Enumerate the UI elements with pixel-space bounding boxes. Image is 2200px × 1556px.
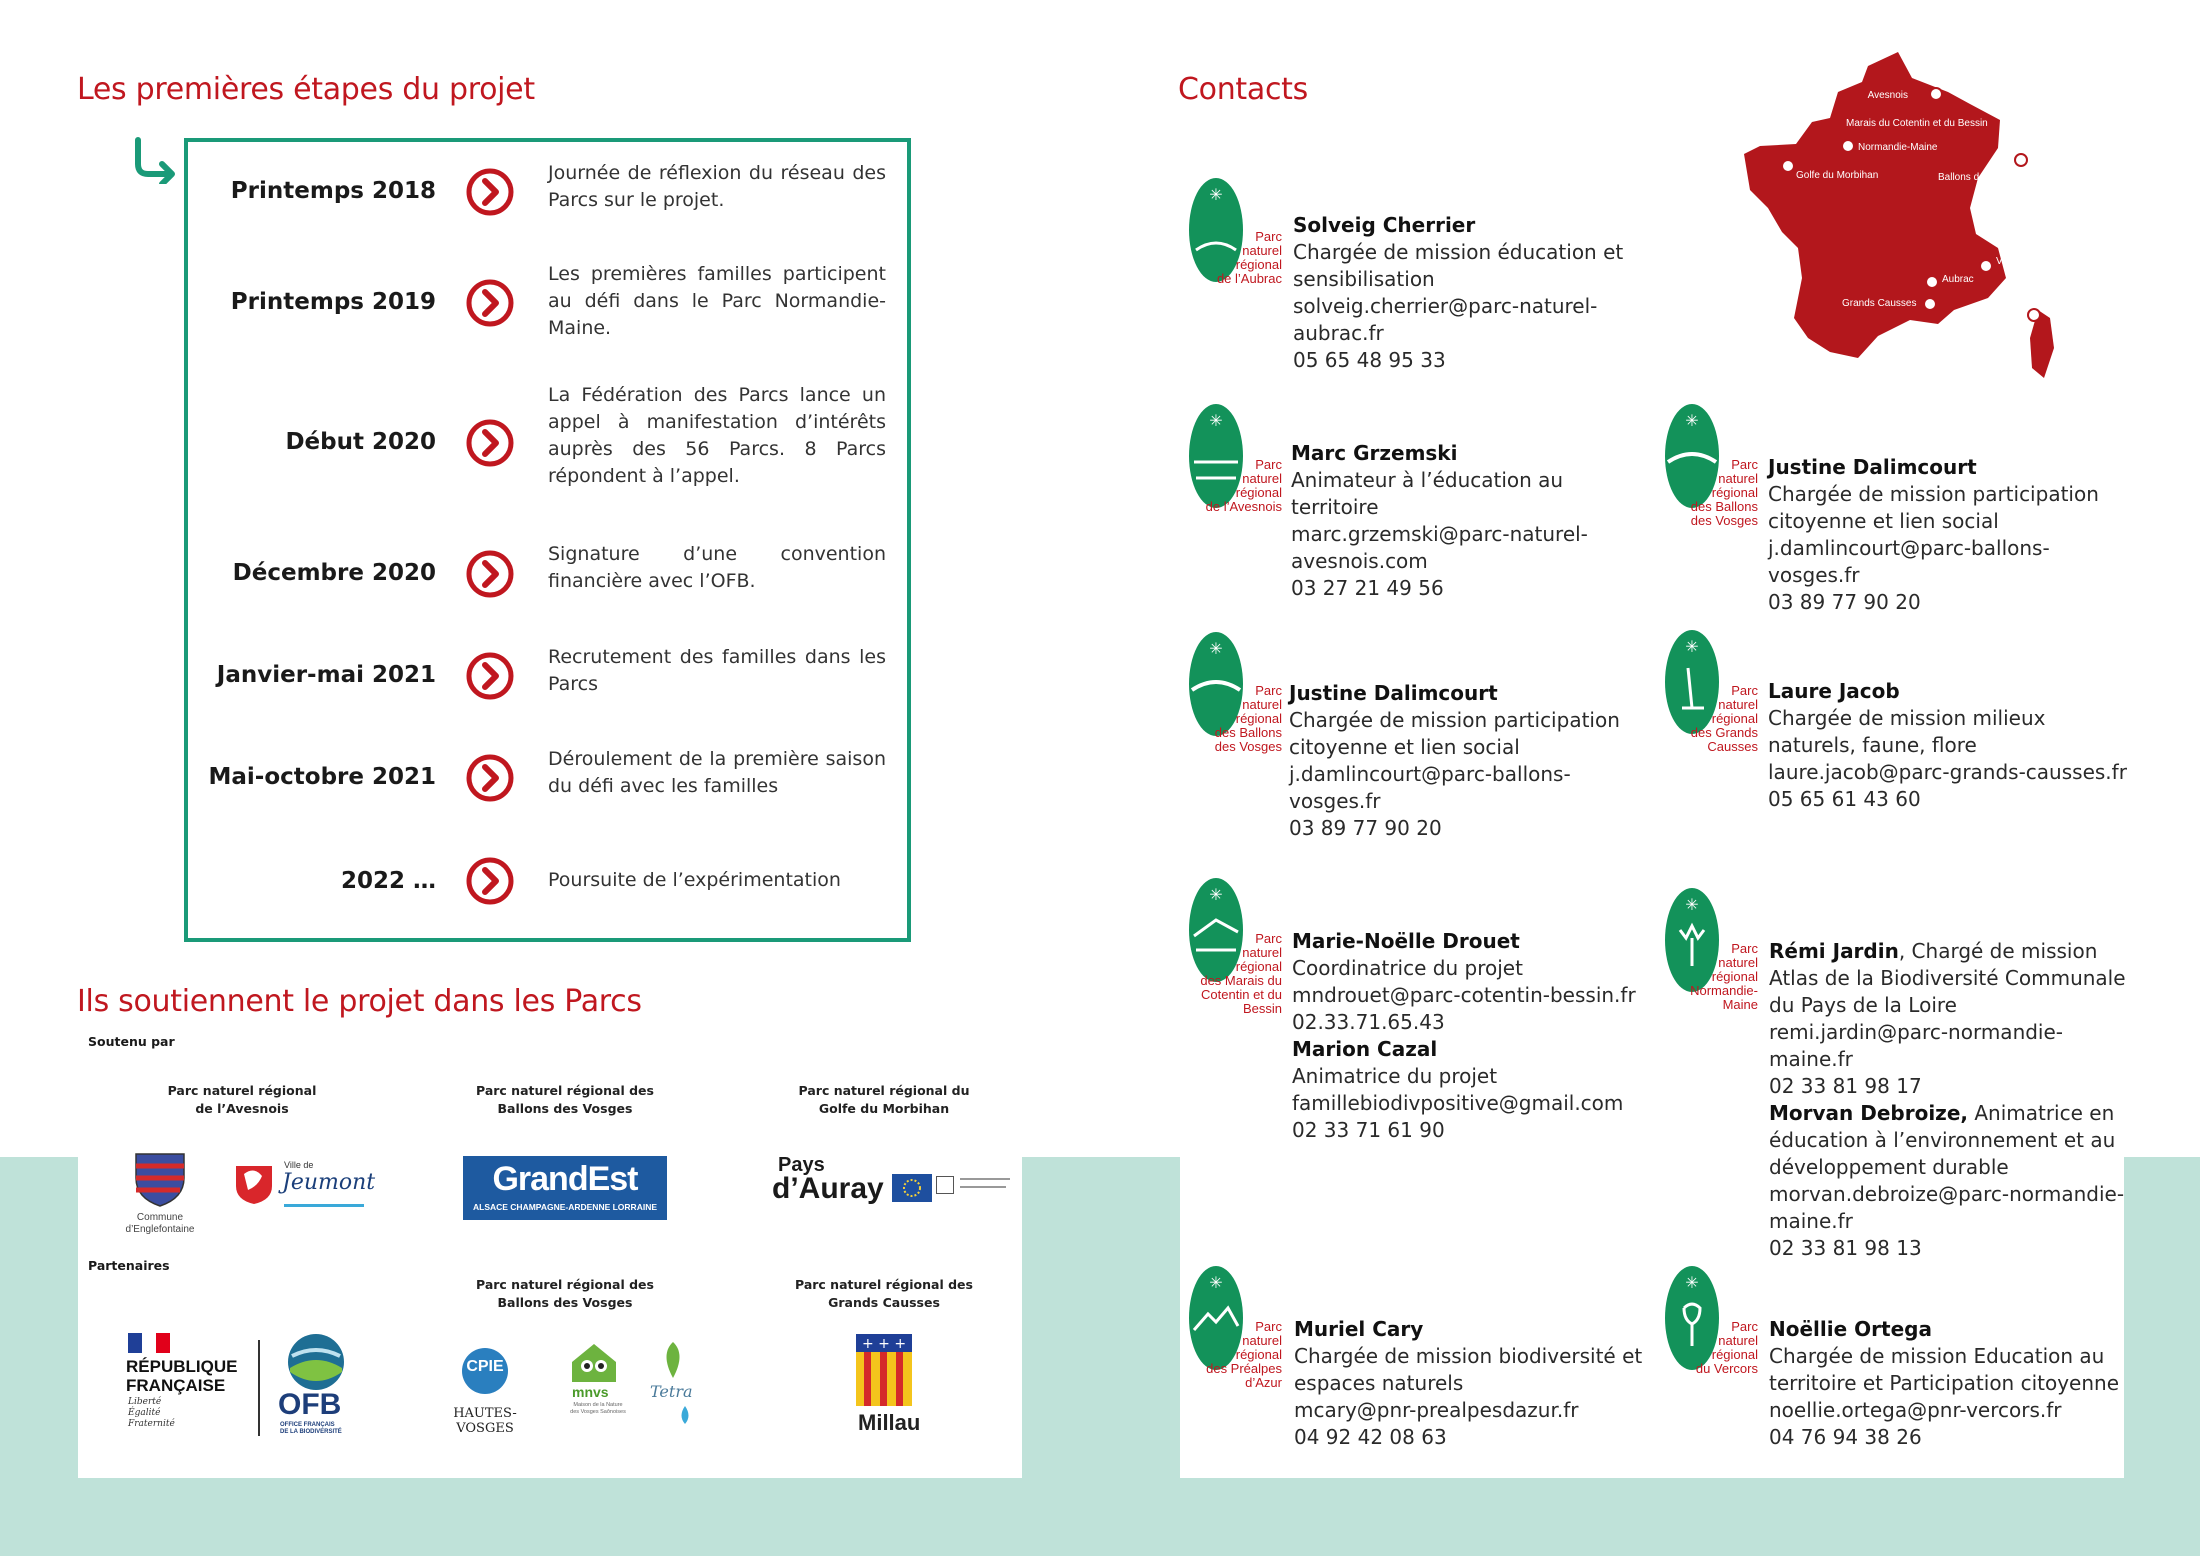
contact-email[interactable]: aubrac.fr xyxy=(1293,321,1384,345)
timeline-desc: La Fédération des Parcs lance un appel à manifestation d’intérêts auprès des 56 Parcs. 8 Parcs répondent à l’appel. xyxy=(548,384,886,487)
cpie-logo xyxy=(426,1344,544,1436)
timeline-desc: Journée de réflexion du réseau des Parcs sur le projet. xyxy=(548,162,886,211)
republique-francaise-logo xyxy=(126,1333,256,1433)
contact-email[interactable]: avesnois.com xyxy=(1291,549,1428,573)
jeumont-logo xyxy=(232,1160,376,1220)
contact-email[interactable]: remi.jardin@parc-normandie- xyxy=(1769,1020,2064,1044)
contact-phone: 03 27 21 49 56 xyxy=(1291,576,1444,600)
contact-email[interactable]: j.damlincourt@parc-ballons- xyxy=(1289,762,1571,786)
contact-name: Justine Dalimcourt xyxy=(1289,681,1498,705)
soutenu-par-label: Soutenu par xyxy=(88,1034,175,1049)
grandest-logo xyxy=(463,1156,667,1220)
return-arrow-icon xyxy=(124,134,184,184)
contact-role: Animateur à l’éducation au xyxy=(1291,468,1564,492)
contact-phone: 02 33 81 98 13 xyxy=(1769,1236,1922,1260)
contact-email[interactable]: mcary@pnr-prealpesdazur.fr xyxy=(1294,1398,1579,1422)
millau-wordmark: Millau xyxy=(858,1410,921,1435)
contact-email[interactable]: morvan.debroize@parc-normandie- xyxy=(1769,1182,2125,1206)
contact-email[interactable]: famillebiodivpositive@gmail.com xyxy=(1292,1091,1624,1115)
map-label-causses: Grands Causses xyxy=(1842,298,1917,309)
steps-title: Les premières étapes du projet xyxy=(77,72,535,107)
auray-logo xyxy=(772,1154,1012,1224)
chevron-circle-icon xyxy=(464,650,516,702)
svg-text:✳: ✳ xyxy=(1685,1273,1699,1292)
englefontaine-caption: Commune d’Englefontaine xyxy=(125,1212,195,1235)
parc-heading-causses: Parc naturel régional des Grands Causses xyxy=(795,1277,973,1310)
jeumont-wordmark: Jeumont xyxy=(282,1170,376,1195)
millau-logo xyxy=(856,1334,921,1444)
parc-heading-morbihan: Parc naturel régional du Golfe du Morbihan xyxy=(798,1083,970,1116)
contacts-title: Contacts xyxy=(1178,72,1308,107)
chevron-circle-icon xyxy=(464,277,516,329)
contact-email[interactable]: maine.fr xyxy=(1769,1047,1853,1071)
contact-role: citoyenne et lien social xyxy=(1768,509,1999,533)
leaf-icon xyxy=(658,1340,688,1380)
contact-role: Chargée de mission éducation et xyxy=(1293,240,1624,264)
contact-name: Marie-Noëlle Drouet xyxy=(1292,929,1520,953)
contact-email[interactable]: vosges.fr xyxy=(1768,563,1860,587)
svg-text:✳: ✳ xyxy=(1209,185,1223,204)
svg-text:✳: ✳ xyxy=(1209,411,1223,430)
france-map xyxy=(1738,48,2068,388)
parc-causses-caption: Parc naturel régional des Grands Causses xyxy=(1690,683,1758,754)
contact-phone: 04 92 42 08 63 xyxy=(1294,1425,1447,1449)
parc-avesnois-caption: Parc naturel régional de l’Avesnois xyxy=(1205,457,1282,514)
contact-prealpes xyxy=(1294,1316,1642,1451)
timeline-date: Décembre 2020 xyxy=(232,560,436,586)
contact-role: Animatrice en xyxy=(1967,1101,2115,1125)
mnvs-wordmark: mnvs xyxy=(572,1384,609,1400)
parc-heading-ballons: Parc naturel régional des Ballons des Vosges xyxy=(476,1083,654,1116)
contact-email[interactable]: marc.grzemski@parc-naturel- xyxy=(1291,522,1588,546)
contact-phone: 05 65 61 43 60 xyxy=(1768,787,1921,811)
englefontaine-logo xyxy=(120,1148,200,1236)
house-icon xyxy=(568,1340,620,1384)
contact-name: Justine Dalimcourt xyxy=(1768,455,1977,479)
auray-word-2: d’Auray xyxy=(772,1172,884,1205)
timeline-desc: Poursuite de l’expérimentation xyxy=(548,869,841,891)
contact-role: Chargée de mission participation xyxy=(1289,708,1620,732)
lion-icon xyxy=(232,1160,276,1204)
parc-aubrac-caption: Parc naturel régional de l’Aubrac xyxy=(1216,229,1282,286)
contact-role: Animatrice du projet xyxy=(1292,1064,1498,1088)
contact-role: territoire xyxy=(1291,495,1379,519)
contact-phone: 04 76 94 38 26 xyxy=(1769,1425,1922,1449)
grandest-sub: ALSACE CHAMPAGNE-ARDENNE LORRAINE xyxy=(472,1202,657,1212)
contact-email[interactable]: vosges.fr xyxy=(1289,789,1381,813)
millau-crest-icon xyxy=(856,1334,912,1406)
contact-role: Chargée de mission biodiversité et xyxy=(1294,1344,1643,1368)
divider xyxy=(258,1340,260,1436)
contact-name: Rémi Jardin xyxy=(1769,939,1899,963)
parc-prealpes-caption: Parc naturel régional des Préalpes d’Azur xyxy=(1206,1319,1282,1390)
contact-role: Chargée de mission Education au xyxy=(1769,1344,2105,1368)
map-label-normandie: Normandie-Maine xyxy=(1858,142,1938,153)
contact-ballons-left xyxy=(1289,680,1620,842)
eu-flag-icon xyxy=(892,1174,932,1202)
svg-text:✳: ✳ xyxy=(1209,639,1223,658)
timeline-desc: Les premières familles participent au défi dans le Parc Normandie-Maine. xyxy=(548,263,886,339)
rf-motto: Liberté Égalité Fraternité xyxy=(128,1397,175,1429)
parc-ballons-caption-2: Parc naturel régional des Ballons des Vosges xyxy=(1214,683,1282,754)
contact-phone: 05 65 48 95 33 xyxy=(1293,348,1446,372)
jeumont-small: Ville de xyxy=(284,1160,314,1170)
contact-phone: 03 89 77 90 20 xyxy=(1768,590,1921,614)
contact-role: espaces naturels xyxy=(1294,1371,1464,1395)
timeline-desc: Signature d’une convention financière avec l’OFB. xyxy=(548,543,886,592)
mnvs-sub: Maison de la Nature des Vosges Saônoises xyxy=(570,1402,626,1415)
map-label-morbihan: Golfe du Morbihan xyxy=(1796,170,1879,181)
contact-name: Muriel Cary xyxy=(1294,1317,1424,1341)
map-label-aubrac: Aubrac xyxy=(1942,274,1974,285)
parc-ballons-caption: Parc naturel régional des Ballons des Vosges xyxy=(1690,457,1758,528)
svg-text:✳: ✳ xyxy=(1685,895,1699,914)
contact-email[interactable]: mndrouet@parc-cotentin-bessin.fr xyxy=(1292,983,1636,1007)
contact-name: Marion Cazal xyxy=(1292,1037,1438,1061)
map-label-avesnois: Avesnois xyxy=(1867,90,1908,101)
map-label-marais: Marais du Cotentin et du Bessin xyxy=(1846,118,1988,129)
contact-role: sensibilisation xyxy=(1293,267,1435,291)
contact-email[interactable]: maine.fr xyxy=(1769,1209,1853,1233)
contact-causses xyxy=(1768,678,2127,813)
ofb-logo xyxy=(272,1332,372,1440)
parc-heading-avesnois: Parc naturel régional de l’Avesnois xyxy=(167,1083,317,1116)
contact-email[interactable]: solveig.cherrier@parc-naturel- xyxy=(1293,294,1598,318)
contact-name: Laure Jacob xyxy=(1768,679,1900,703)
contact-name: Noëllie Ortega xyxy=(1769,1317,1932,1341)
contact-phone: 02 33 71 61 90 xyxy=(1292,1118,1445,1142)
cpie-wordmark: CPIE xyxy=(466,1358,504,1375)
contact-role: Coordinatrice du projet xyxy=(1292,956,1523,980)
timeline-date: Mai-octobre 2021 xyxy=(208,764,436,790)
map-label-prealpes-2: d’Azur xyxy=(1996,314,2025,325)
parc-normandie-caption: Parc naturel régional Normandie-Maine xyxy=(1690,941,1758,1012)
contact-name: Solveig Cherrier xyxy=(1293,213,1476,237)
contact-role: Chargée de mission milieux xyxy=(1768,706,2046,730)
contact-email[interactable]: laure.jacob@parc-grands-causses.fr xyxy=(1768,760,2127,784)
chevron-circle-icon xyxy=(464,166,516,218)
rf-line-2: FRANÇAISE xyxy=(126,1376,226,1395)
contact-vercors xyxy=(1769,1316,2119,1451)
chevron-circle-icon xyxy=(464,752,516,804)
map-label-vercors: Vercors xyxy=(1996,256,2030,267)
tetra-wordmark: Tetra xyxy=(650,1382,693,1401)
support-title: Ils soutiennent le projet dans les Parcs xyxy=(77,984,642,1019)
ofb-sub: OFFICE FRANÇAIS DE LA BIODIVERSITÉ xyxy=(280,1422,342,1435)
timeline-box xyxy=(184,138,911,942)
map-label-ballons: Ballons des Vosges xyxy=(1938,172,2026,183)
contact-ballons-right xyxy=(1768,454,2099,616)
parc-marais-caption: Parc naturel régional des Marais du Cotentin et du Bessin xyxy=(1200,931,1282,1016)
contact-role: naturels, faune, flore xyxy=(1768,733,1977,757)
timeline-desc: Recrutement des familles dans les Parcs xyxy=(548,646,886,695)
chevron-circle-icon xyxy=(464,548,516,600)
contact-role: développement durable xyxy=(1769,1155,2009,1179)
grandest-wordmark: GrandEst xyxy=(492,1160,638,1198)
contact-role: territoire et Participation citoyenne xyxy=(1769,1371,2120,1395)
parc-vercors-caption: Parc naturel régional du Vercors xyxy=(1695,1319,1758,1376)
auray-word-1: Pays xyxy=(778,1154,825,1176)
mnvs-logo xyxy=(556,1340,636,1430)
contact-role: citoyenne et lien social xyxy=(1289,735,1520,759)
rf-line-1: RÉPUBLIQUE xyxy=(126,1357,238,1376)
contact-marais xyxy=(1292,928,1636,1144)
svg-text:✳: ✳ xyxy=(1685,411,1699,430)
svg-text:✳: ✳ xyxy=(1685,637,1699,656)
svg-text:✳: ✳ xyxy=(1209,885,1223,904)
timeline-date: 2022 … xyxy=(340,868,436,894)
timeline-date: Printemps 2019 xyxy=(230,289,436,315)
svg-text:✳: ✳ xyxy=(1209,1273,1223,1292)
svg-text:+ + +: + + + xyxy=(861,1336,907,1352)
drop-icon xyxy=(678,1406,692,1424)
contact-name: Morvan Debroize, xyxy=(1769,1101,1968,1125)
ofb-globe-icon xyxy=(286,1332,346,1392)
contact-role: Chargée de mission participation xyxy=(1768,482,2099,506)
contact-email[interactable]: j.damlincourt@parc-ballons- xyxy=(1768,536,2050,560)
contact-role: éducation à l’environnement et au xyxy=(1769,1128,2116,1152)
contact-avesnois xyxy=(1291,440,1588,602)
contact-role: , Chargé de mission xyxy=(1898,939,2098,963)
timeline-date: Printemps 2018 xyxy=(230,178,436,204)
timeline-desc: Déroulement de la première saison du défi avec les familles xyxy=(548,748,886,797)
contact-role: Atlas de la Biodiversité Communale xyxy=(1769,966,2126,990)
chevron-circle-icon xyxy=(464,417,516,469)
timeline-date: Janvier-mai 2021 xyxy=(216,662,436,688)
contact-normandie xyxy=(1769,938,2126,1262)
crest-icon xyxy=(130,1148,190,1208)
contact-name: Marc Grzemski xyxy=(1291,441,1458,465)
contact-phone: 03 89 77 90 20 xyxy=(1289,816,1442,840)
contact-phone: 02.33.71.65.43 xyxy=(1292,1010,1445,1034)
chevron-circle-icon xyxy=(464,855,516,907)
parc-heading-ballons-2: Parc naturel régional des Ballons des Vosges xyxy=(476,1277,654,1310)
ofb-wordmark: OFB xyxy=(278,1388,342,1421)
marianne-flag-icon xyxy=(128,1333,172,1353)
hautes-vosges-label: HAUTES-VOSGES xyxy=(453,1406,517,1436)
contact-phone: 02 33 81 98 17 xyxy=(1769,1074,1922,1098)
timeline-date: Début 2020 xyxy=(285,429,436,455)
tetra-logo xyxy=(646,1340,706,1430)
contact-aubrac xyxy=(1293,212,1623,374)
contact-email[interactable]: noellie.ortega@pnr-vercors.fr xyxy=(1769,1398,2062,1422)
contact-role: du Pays de la Loire xyxy=(1769,993,1957,1017)
map-label-prealpes: Préalpes xyxy=(1986,302,2026,313)
partenaires-label: Partenaires xyxy=(88,1258,170,1273)
